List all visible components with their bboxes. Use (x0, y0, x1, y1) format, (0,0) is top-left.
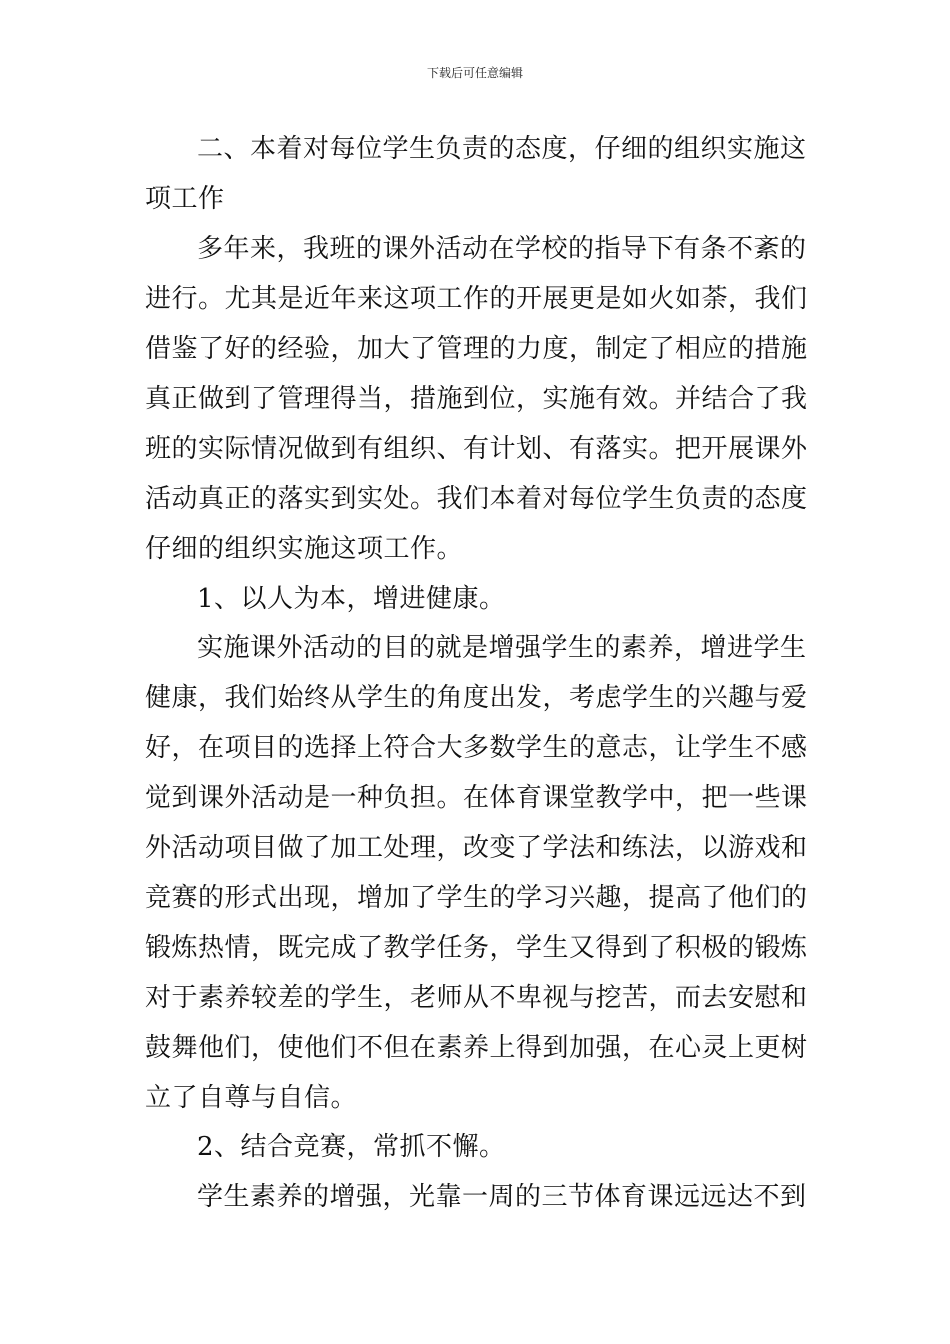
paragraph-line: 竞赛的形式出现，增加了学生的学习兴趣，提高了他们的 (145, 883, 808, 913)
paragraph-line: 借鉴了好的经验，加大了管理的力度，制定了相应的措施 (145, 334, 808, 364)
section-heading-line: 项工作 (145, 184, 225, 214)
subheading-line: 2、结合竞赛，常抓不懈。 (197, 1132, 506, 1162)
paragraph-line: 多年来，我班的课外活动在学校的指导下有条不紊的 (197, 234, 807, 264)
paragraph-line: 健康，我们始终从学生的角度出发，考虑学生的兴趣与爱 (145, 683, 808, 713)
paragraph-line: 好，在项目的选择上符合大多数学生的意志，让学生不感 (145, 733, 808, 763)
paragraph-line: 外活动项目做了加工处理，改变了学法和练法，以游戏和 (145, 833, 808, 863)
paragraph-line: 觉到课外活动是一种负担。在体育课堂教学中，把一些课 (145, 783, 808, 813)
paragraph-line: 活动真正的落实到实处。我们本着对每位学生负责的态度 (145, 484, 808, 514)
paragraph-line: 锻炼热情，既完成了教学任务，学生又得到了积极的锻炼 (145, 933, 808, 963)
paragraph-line: 学生素养的增强，光靠一周的三节体育课远远达不到 (197, 1182, 807, 1212)
paragraph-line: 实施课外活动的目的就是增强学生的素养，增进学生 (197, 633, 807, 663)
paragraph-line: 仔细的组织实施这项工作。 (145, 534, 464, 564)
section-heading-line: 二、本着对每位学生负责的态度，仔细的组织实施这 (197, 134, 807, 164)
paragraph-line: 班的实际情况做到有组织、有计划、有落实。把开展课外 (145, 434, 808, 464)
paragraph-line: 对于素养较差的学生，老师从不卑视与挖苦，而去安慰和 (145, 983, 808, 1013)
page-header: 下载后可任意编辑 (426, 66, 523, 80)
subheading-line: 1、以人为本，增进健康。 (197, 584, 506, 614)
paragraph-line: 鼓舞他们，使他们不但在素养上得到加强，在心灵上更树 (145, 1033, 808, 1063)
paragraph-line: 进行。尤其是近年来这项工作的开展更是如火如荼，我们 (145, 284, 808, 314)
paragraph-line: 立了自尊与自信。 (145, 1083, 358, 1113)
paragraph-line: 真正做到了管理得当，措施到位，实施有效。并结合了我 (145, 384, 808, 414)
